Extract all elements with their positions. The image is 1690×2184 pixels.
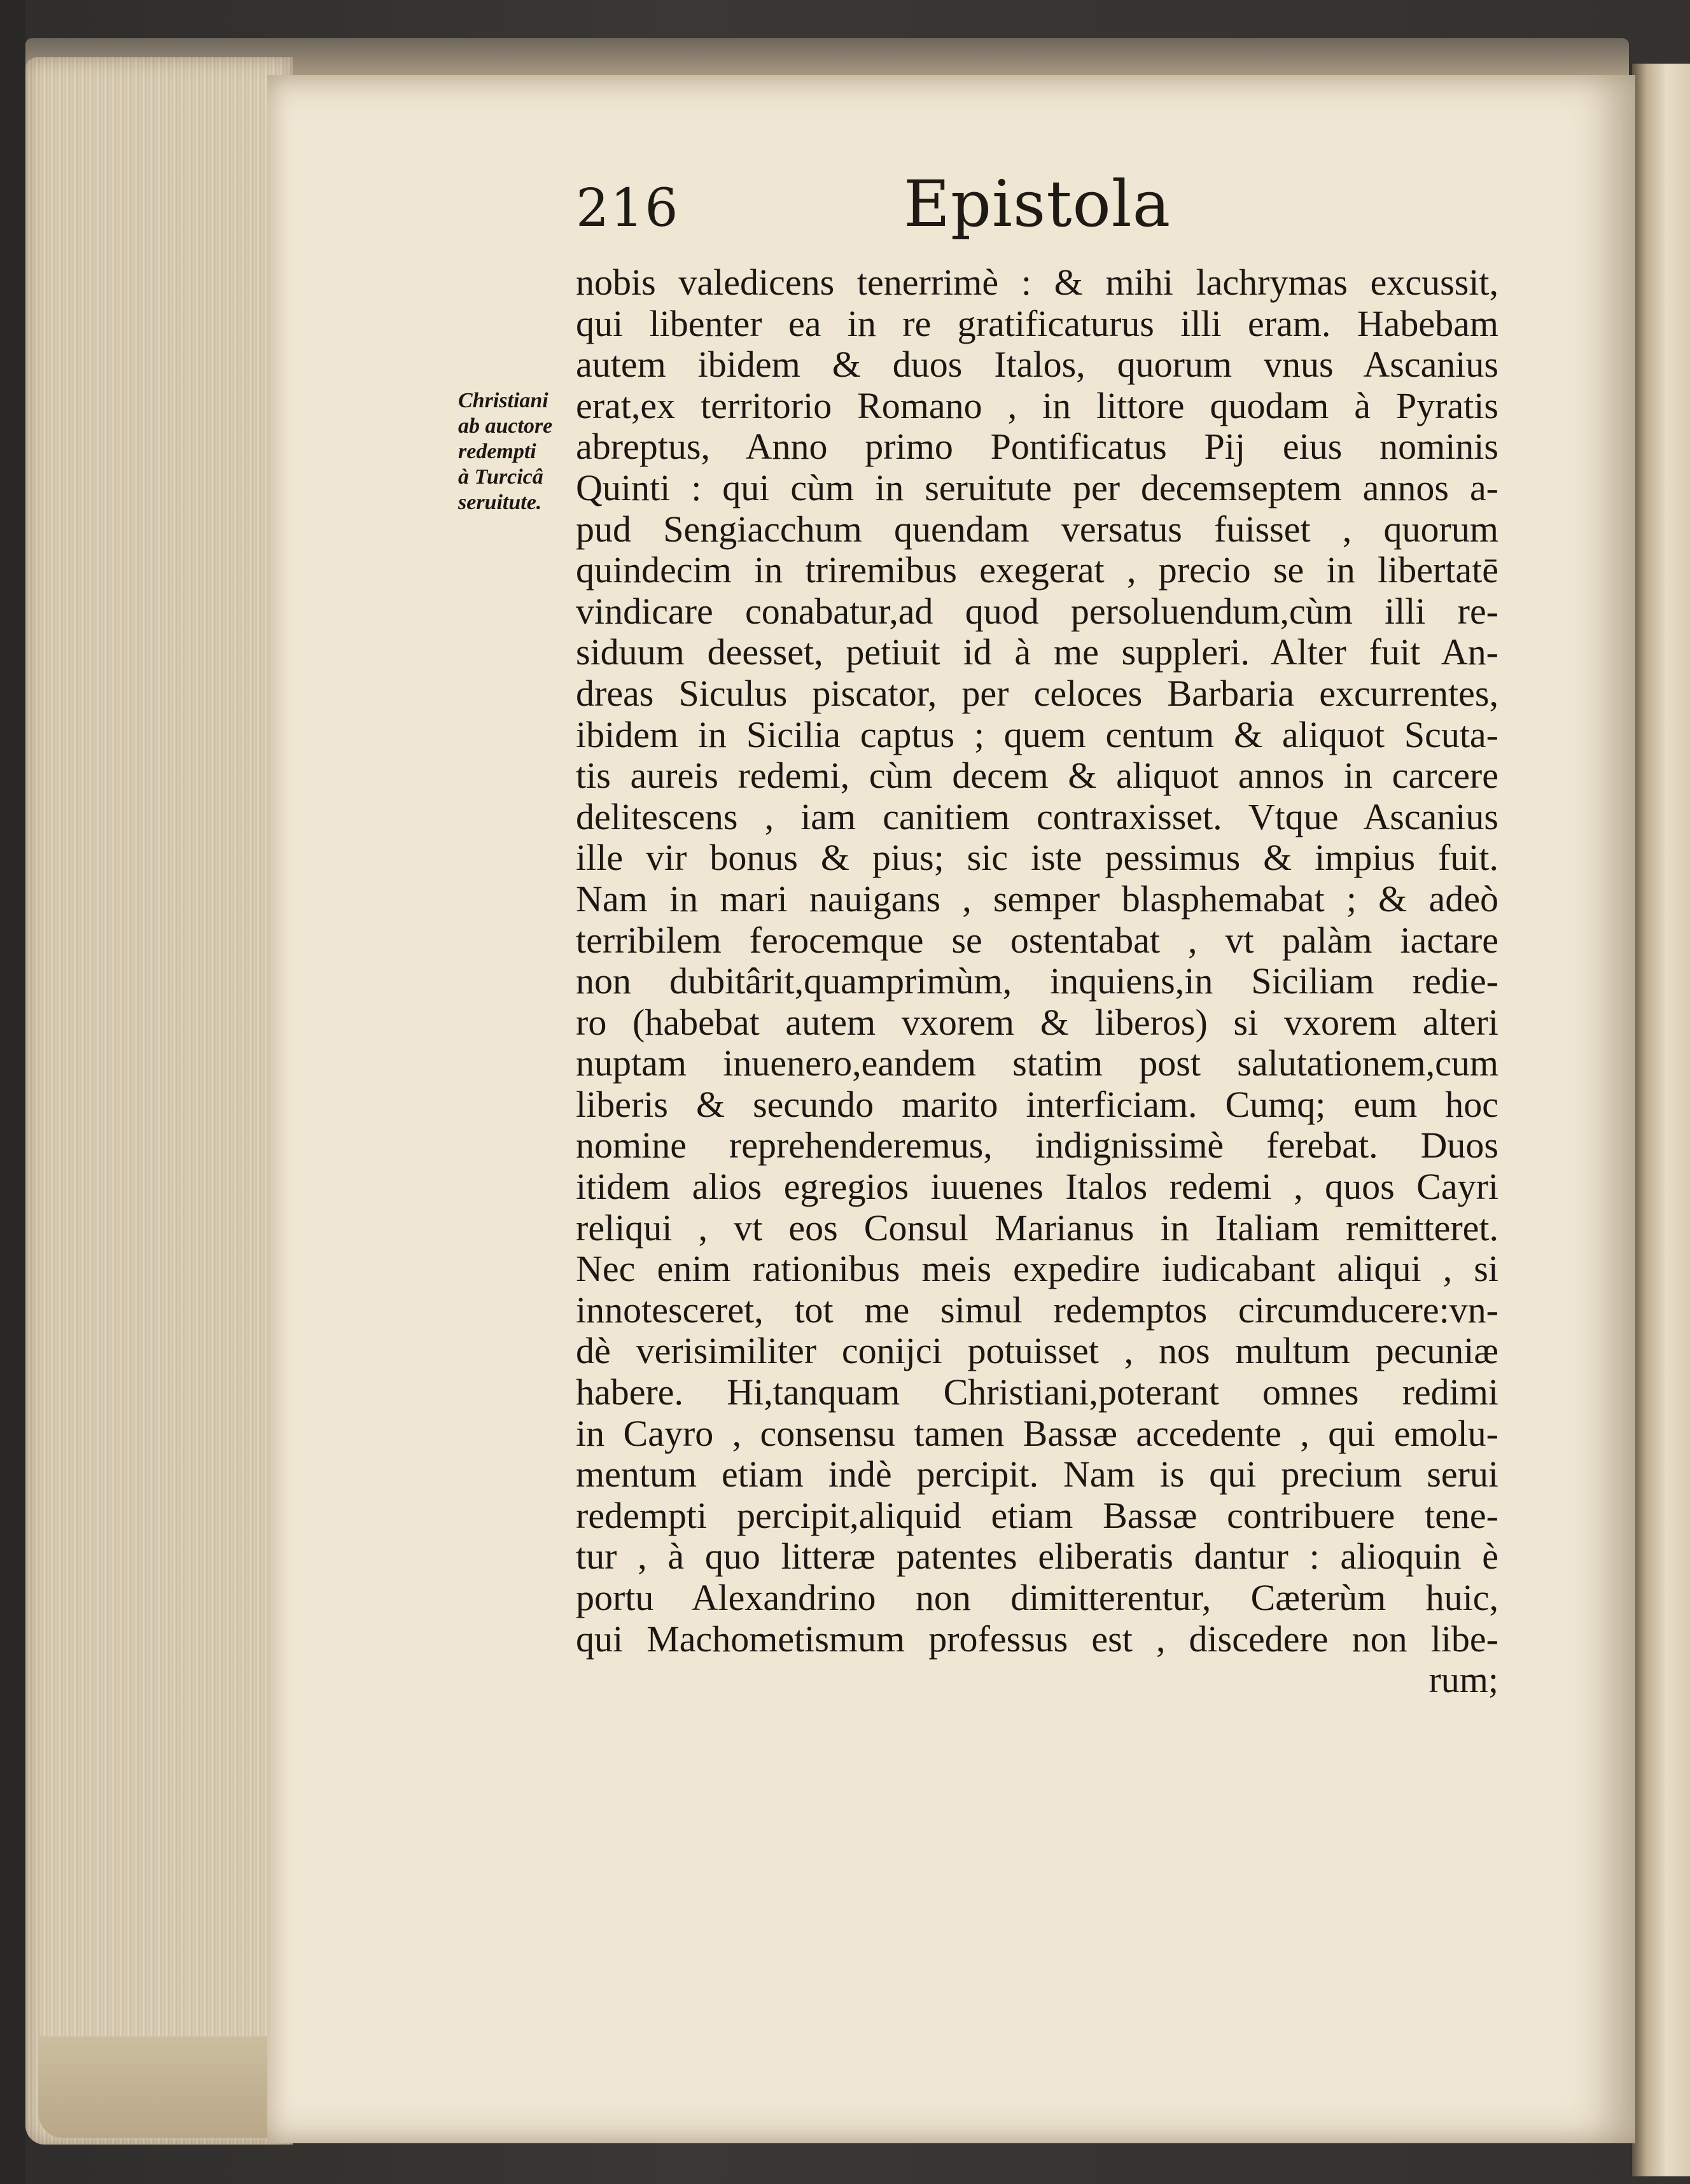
text-line: quindecim in triremibus exegerat , precio se in libertatē [576, 549, 1498, 591]
text-line: reliqui , vt eos Consul Marianus in Italiam remitteret. [576, 1207, 1498, 1249]
text-line: non dubitârit,quamprimùm, inquiens,in Siciliam redie- [576, 960, 1498, 1002]
marginal-note-line: ab auctore [458, 414, 553, 438]
text-line: abreptus, Anno primo Pontificatus Pij eius nominis [576, 426, 1498, 468]
text-line: portu Alexandrino non dimitterentur, Cæterùm huic, [576, 1577, 1498, 1618]
text-line: qui libenter ea in re gratificaturus illi eram. Habebam [576, 302, 1498, 344]
text-line: itidem alios egregios iuuenes Italos redemi , quos Cayri [576, 1166, 1498, 1208]
text-line: innotesceret, tot me simul redemptos circumducere:vn- [576, 1289, 1498, 1331]
text-line: mentum etiam indè percipit. Nam is qui precium serui [576, 1453, 1498, 1495]
text-line: redempti percipit,aliquid etiam Bassæ contribuere tene- [576, 1494, 1498, 1536]
text-line: habere. Hi,tanquam Christiani,poterant omnes redimi [576, 1371, 1498, 1413]
text-line: tis aureis redemi, cùm decem & aliquot annos in carcere [576, 755, 1498, 797]
text-line: nomine reprehenderemus, indignissimè ferebat. Duos [576, 1124, 1498, 1166]
marginal-note-line: Christiani [458, 389, 548, 412]
text-line: siduum deesset, petiuit id à me suppleri. Alter fuit An- [576, 631, 1498, 673]
text-line: ille vir bonus & pius; sic iste pessimus & impius fuit. [576, 837, 1498, 879]
text-line: dreas Siculus piscator, per celoces Barbaria excurrentes, [576, 672, 1498, 714]
text-line: tur , à quo litteræ patentes eliberatis dantur : alioquin è [576, 1536, 1498, 1578]
marginal-note-line: redempti [458, 440, 536, 463]
text-line: qui Machometismum professus est , discedere non libe- [576, 1618, 1498, 1660]
text-line: dè verisimiliter conijci potuisset , nos multum pecuniæ [576, 1330, 1498, 1372]
stacked-leaves-edge [25, 57, 293, 2145]
text-line: Quinti : qui cùm in seruitute per decemseptem annos a- [576, 466, 1498, 508]
text-line: liberis & secundo marito interficiam. Cumq; eum hoc [576, 1083, 1498, 1125]
facing-page-edge [1632, 64, 1690, 2176]
marginal-note-line: à Turcicâ [458, 465, 543, 489]
text-line: in Cayro , consensu tamen Bassæ accedente , qui emolu- [576, 1412, 1498, 1454]
text-line: Nec enim rationibus meis expedire iudicabant aliqui , si [576, 1248, 1498, 1290]
text-line: autem ibidem & duos Italos, quorum vnus Ascanius [576, 344, 1498, 386]
text-line: erat,ex territorio Romano , in littore quodam à Pyratis [576, 384, 1498, 426]
text-line: pud Sengiacchum quendam versatus fuisset , quorum [576, 508, 1498, 550]
text-line: Nam in mari nauigans , semper blasphemabat ; & adeò [576, 878, 1498, 920]
stacked-leaves-bottom [38, 2036, 305, 2138]
text-line: delitescens , iam canitiem contraxisset. Vtque Ascanius [576, 795, 1498, 837]
text-line: nuptam inuenero,eandem statim post salutationem,cum [576, 1042, 1498, 1084]
text-line: ro (habebat autem vxorem & liberos) si vxorem alteri [576, 1001, 1498, 1043]
page-number: 216 [576, 178, 680, 239]
body-text [576, 262, 1498, 1701]
marginal-note-line: seruitute. [458, 491, 542, 514]
text-line: terribilem ferocemque se ostentabat , vt palàm iactare [576, 919, 1498, 961]
text-line: nobis valedicens tenerrimè : & mihi lachrymas excussit, [576, 262, 1498, 303]
running-title: Epistola [904, 167, 1171, 241]
catchword: rum; [1428, 1659, 1498, 1701]
book-cover-edge [0, 0, 25, 2184]
text-line: vindicare conabatur,ad quod persoluendum,cùm illi re- [576, 590, 1498, 632]
text-line: ibidem in Sicilia captus ; quem centum & aliquot Scuta- [576, 713, 1498, 755]
marginal-note [458, 388, 573, 515]
